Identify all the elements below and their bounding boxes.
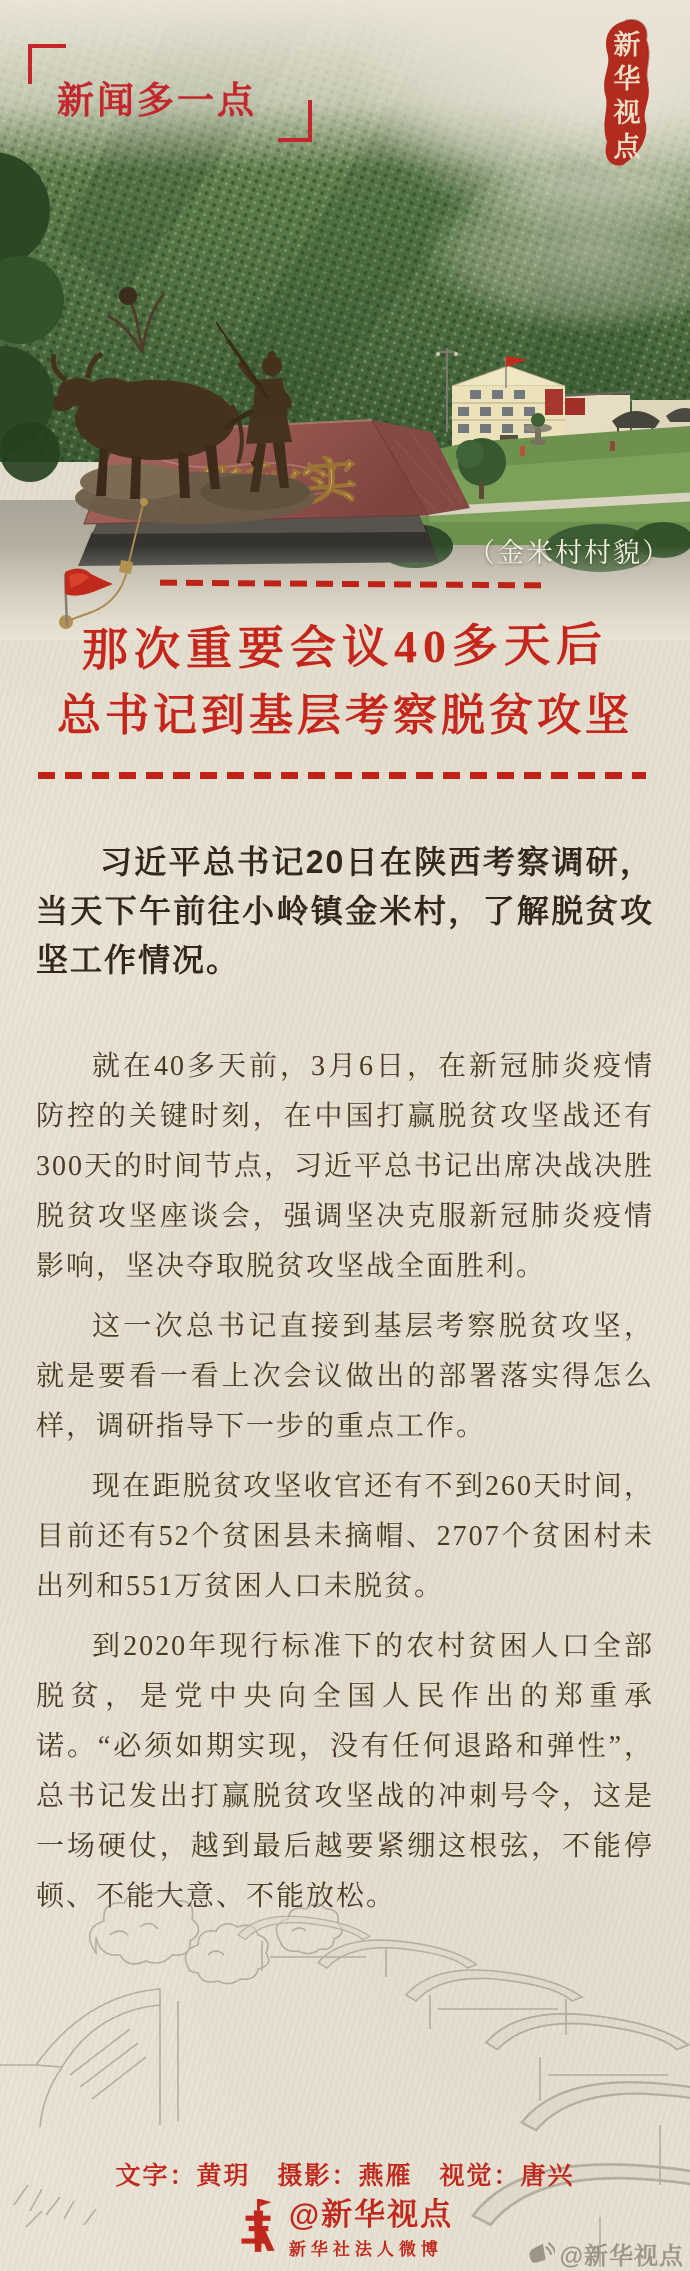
- dashed-divider-bottom: [38, 772, 646, 779]
- body-paragraph: 现在距脱贫攻坚收官还有不到260天时间，目前还有52个贫困县未摘帽、2707个贫困村未出列和551万贫困人口未脱贫。: [36, 1471, 654, 1602]
- seal-label: 新华视点: [609, 30, 640, 166]
- body-paragraph: 到2020年现行标准下的农村贫困人口全部脱贫，是党中央向全国人民作出的郑重承诺。“必须如期实现，没有任何退路和弹性”，总书记发出打赢脱贫攻坚战的冲刺号令，这是一场硬仗，越到最后越要紧绷这根弦，不能停顿、不能大意、不能放松。: [36, 1631, 654, 1912]
- article-body: [36, 1042, 654, 1932]
- lead-paragraph: 习近平总书记20日在陕西考察调研，当天下午前往小岭镇金米村，了解脱贫攻坚工作情况。: [36, 844, 654, 978]
- weibo-megaphone-icon: [527, 2241, 555, 2267]
- footer-handle: @新华视点: [288, 2197, 454, 2232]
- watermark-text: @新华视点: [559, 2243, 684, 2270]
- weibo-watermark: [527, 2236, 684, 2271]
- xinhua-tower-icon: [237, 2198, 279, 2254]
- corner-bracket-bottomright-icon: [278, 100, 312, 142]
- headline-line1: 那次重要会议40多天后: [81, 619, 609, 676]
- xinhua-viewpoint-seal: [597, 18, 657, 168]
- headline: [0, 620, 690, 746]
- body-paragraph: 这一次总书记直接到基层考察脱贫攻坚，就是要看一看上次会议做出的部署落实得怎么样，调研指导下一步的重点工作。: [36, 1311, 654, 1442]
- photo-caption: （金米村村貌）: [468, 538, 671, 568]
- body-paragraph: 就在40多天前，3月6日，在新冠肺炎疫情防控的关键时刻，在中国打赢脱贫攻坚战还有300天的时间节点，习近平总书记出席决战决胜脱贫攻坚座谈会，强调坚决克服新冠肺炎疫情影响，坚决夺取脱贫攻坚战全面胜利。: [36, 1051, 655, 1282]
- headline-line2: 总书记到基层考察脱贫攻坚: [57, 691, 633, 740]
- footer-subtitle: 新华社法人微博: [288, 2240, 443, 2259]
- credits-line: 文字：黄玥 摄影：燕雁 视觉：唐兴: [115, 2163, 575, 2190]
- kicker-label: 新闻多一点: [57, 80, 257, 121]
